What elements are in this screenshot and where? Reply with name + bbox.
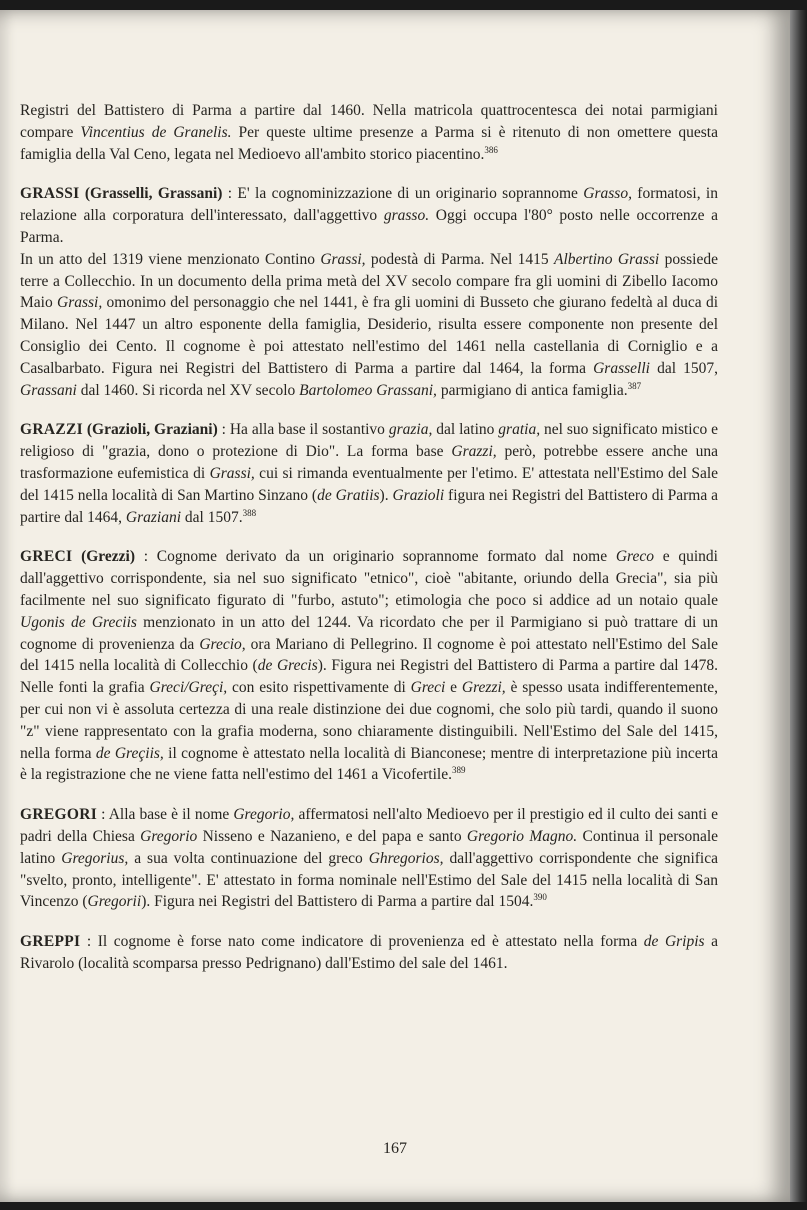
text-run: : Alla base è il nome	[97, 806, 234, 824]
italic-term: grasso.	[383, 207, 430, 225]
text-run: e	[445, 679, 462, 697]
text-run: dal 1460. Si ricorda nel XV secolo	[76, 381, 300, 399]
surname-heading: GREGORI	[20, 806, 98, 824]
text-run: dal latino	[432, 421, 499, 439]
text-run: Oggi occupa l'80° posto nelle occorrenze a Parma.	[20, 207, 718, 246]
text-run: possiede terre a Collecchio. In un documento della prima metà del XV secolo compare fra gli uomini di Zibello Iacomo Maio	[20, 250, 718, 312]
entry-grassi	[20, 183, 718, 401]
italic-term: Grassi,	[57, 294, 103, 312]
surname-variants: (Grezzi)	[81, 548, 135, 566]
text-run: nel suo significato mistico e religioso di "grazia, dono o protezione di Dio". La forma base	[20, 421, 718, 461]
surname-heading: GREPPI	[20, 933, 81, 951]
text-run: è spesso usata indifferentemente, per cui non vi è assoluta certezza di una reale distinzione dei due cognomi, che solo più tardi, quando il suono "z" viene rappresentato con la grafia moderna, sono chiaramente distinguibili. Nell'Estimo del Sale del 1415, nella forma	[20, 679, 719, 762]
italic-term: Greci	[410, 679, 446, 697]
text-run: Continua il personale latino	[20, 827, 719, 867]
italic-term: Gregorio Magno.	[466, 827, 578, 845]
text-run: figura nei Registri del Battistero di Parma a partire dal 1464,	[20, 486, 718, 526]
text-run: : Ha alla base il sostantivo	[217, 421, 389, 439]
italic-term: Greci/Greçi,	[149, 679, 228, 697]
footnote-ref: 386	[484, 144, 498, 155]
italic-term: de Greçiis,	[95, 744, 164, 762]
paragraph	[20, 546, 718, 786]
italic-term: Gregorii	[87, 893, 142, 911]
entry-greppi	[20, 931, 718, 975]
italic-term: de Gripis	[643, 933, 705, 951]
text-run: cui si rimanda eventualmente per l'etimo. E' attestata nell'Estimo del Sale del 1415 nella località di San Martino Sinzano (	[20, 464, 719, 504]
page-number: 167	[383, 1140, 407, 1157]
italic-term: Greco	[615, 548, 655, 566]
italic-term: Grazzi,	[451, 443, 497, 461]
italic-term: Ghregorios,	[368, 849, 444, 867]
text-run: a sua volta continuazione del greco	[128, 849, 369, 867]
text-run: podestà di Parma. Nel 1415	[365, 250, 554, 268]
surname-heading: GRECI	[20, 548, 73, 566]
text-run: formatosi, in relazione alla corporatura dell'interessato, dall'aggettivo	[20, 185, 718, 225]
italic-term: Grassani	[20, 381, 77, 399]
paragraph	[20, 931, 718, 975]
italic-term: Albertino Grassi	[553, 250, 660, 268]
italic-term: Grecio,	[199, 635, 246, 653]
text-run: però, potrebbe essere anche una trasformazione eufemistica di	[20, 443, 718, 482]
italic-term: Gregorio	[140, 827, 198, 845]
surname-heading: GRASSI	[20, 185, 80, 203]
entry-continuation	[20, 100, 718, 165]
page-body	[20, 100, 718, 993]
italic-term: Grezzi,	[461, 679, 506, 697]
text-run: con esito rispettivamente di	[227, 679, 411, 697]
entry-gregori	[20, 804, 718, 913]
italic-term: Grassi,	[320, 250, 366, 268]
italic-term: Grassi,	[209, 464, 255, 482]
text-run: Per queste ultime presenze a Parma si è ritenuto di non omettere questa famiglia della Val Ceno, legata nel Medioevo all'ambito storico piacentino.	[20, 123, 718, 163]
paragraph	[20, 183, 718, 248]
text-run: ). Figura nei Registri del Battistero di Parma a partire dal 1504.	[141, 893, 534, 911]
surname-variants: (Grazioli, Graziani)	[86, 421, 218, 439]
italic-term: Gregorio,	[233, 806, 295, 824]
footnote-ref: 387	[627, 380, 642, 391]
surname-heading: GRAZZI	[20, 421, 83, 439]
text-run: menzionato in un atto del 1244. Va ricordato che per il Parmigiano si può trattare di un cognome di provenienza da	[20, 613, 719, 653]
italic-term: Grazioli	[392, 486, 445, 504]
text-run: dal 1507,	[649, 359, 718, 377]
text-run: Registri del Battistero di Parma a partire dal 1460. Nella matricola quattrocentesca dei notai parmigiani compare	[20, 102, 718, 141]
italic-term: Grasselli	[593, 359, 650, 377]
text-run: dal 1507.	[181, 508, 243, 526]
italic-term: gratia,	[498, 421, 541, 439]
italic-term: Grasso,	[583, 185, 632, 203]
surname-variants: (Grasselli, Grassani)	[84, 185, 223, 203]
text-run: a Rivarolo (località scomparsa presso Pedrignano) dall'Estimo del sale del 1461.	[20, 933, 718, 972]
text-run: Nisseno e Nazanieno, e del papa e santo	[197, 827, 467, 845]
page-edge-shadow	[790, 10, 807, 1202]
text-run: parmigiano di antica famiglia.	[436, 381, 628, 399]
footnote-ref: 388	[242, 507, 257, 518]
italic-term: de Gratiis	[317, 486, 380, 504]
italic-term: Ugonis de Greciis	[20, 613, 137, 631]
text-run: ).	[379, 486, 393, 504]
paragraph	[20, 804, 718, 913]
entry-greci	[20, 546, 718, 786]
text-run: : Il cognome è forse nato come indicatore di provenienza ed è attestato nella forma	[80, 933, 644, 951]
italic-term: Vincentius de Granelis.	[80, 123, 232, 141]
text-run: : E' la cognominizzazione di un originario soprannome	[222, 185, 584, 203]
text-run: il cognome è attestato nella località di Bianconese; mentre di interpretazione più incerta è la registrazione che ne viene fatta nell'estimo del 1461 a Vicofertile.	[20, 744, 718, 784]
entry-grazzi	[20, 419, 718, 528]
footnote-ref: 390	[533, 892, 547, 903]
text-run: omonimo del personaggio che nel 1441, è fra gli uomini di Busseto che giurano fedeltà al duca di Milano. Nel 1447 un altro esponente della famiglia, Desiderio, risulta essere componente non presente del Consiglio dei Cento. Il cognome è poi attestato nell'estimo del 1461 nella castellania di Corniglio e a Casalbarbato. Figura nei Registri del Battistero di Parma a partire dal 1464, la forma	[20, 294, 719, 377]
italic-term: grazia,	[388, 421, 433, 439]
footnote-ref: 389	[451, 765, 466, 776]
text-run: dall'aggettivo corrispondente che significa "svelto, pronto, intelligente". E' attestato in forma nominale nell'Estimo del Sale del 1415 nella località di San Vincenzo (	[20, 849, 718, 911]
text-run: affermatosi nell'alto Medioevo per il prestigio ed il culto dei santi e padri della Chiesa	[20, 806, 718, 845]
paragraph	[20, 249, 718, 402]
paragraph	[20, 419, 718, 528]
italic-term: Bartolomeo Grassani,	[299, 381, 437, 399]
italic-term: Graziani	[125, 508, 182, 526]
text-run: : Cognome derivato da un originario soprannome formato dal nome	[135, 548, 616, 566]
text-run: ). Figura nei Registri del Battistero di Parma a partire dal 1478. Nelle fonti la grafia	[20, 657, 718, 697]
text-run: ora Mariano di Pellegrino. Il cognome è poi attestato nell'Estimo del Sale del 1415 nella località di Collecchio (	[20, 635, 718, 675]
italic-term: Gregorius,	[61, 849, 129, 867]
paragraph	[20, 100, 718, 165]
text-run: e quindi dall'aggettivo corrispondente, sia nel suo significato "etnico", cioè "abitante, oriundo della Grecia", sia più facilmente nel suo significato figurato di "furbo, astuto"; etimologia che poco si addice ad un notaio quale	[20, 548, 718, 609]
text-run: In un atto del 1319 viene menzionato Contino	[20, 250, 321, 268]
italic-term: de Grecis	[257, 657, 318, 675]
